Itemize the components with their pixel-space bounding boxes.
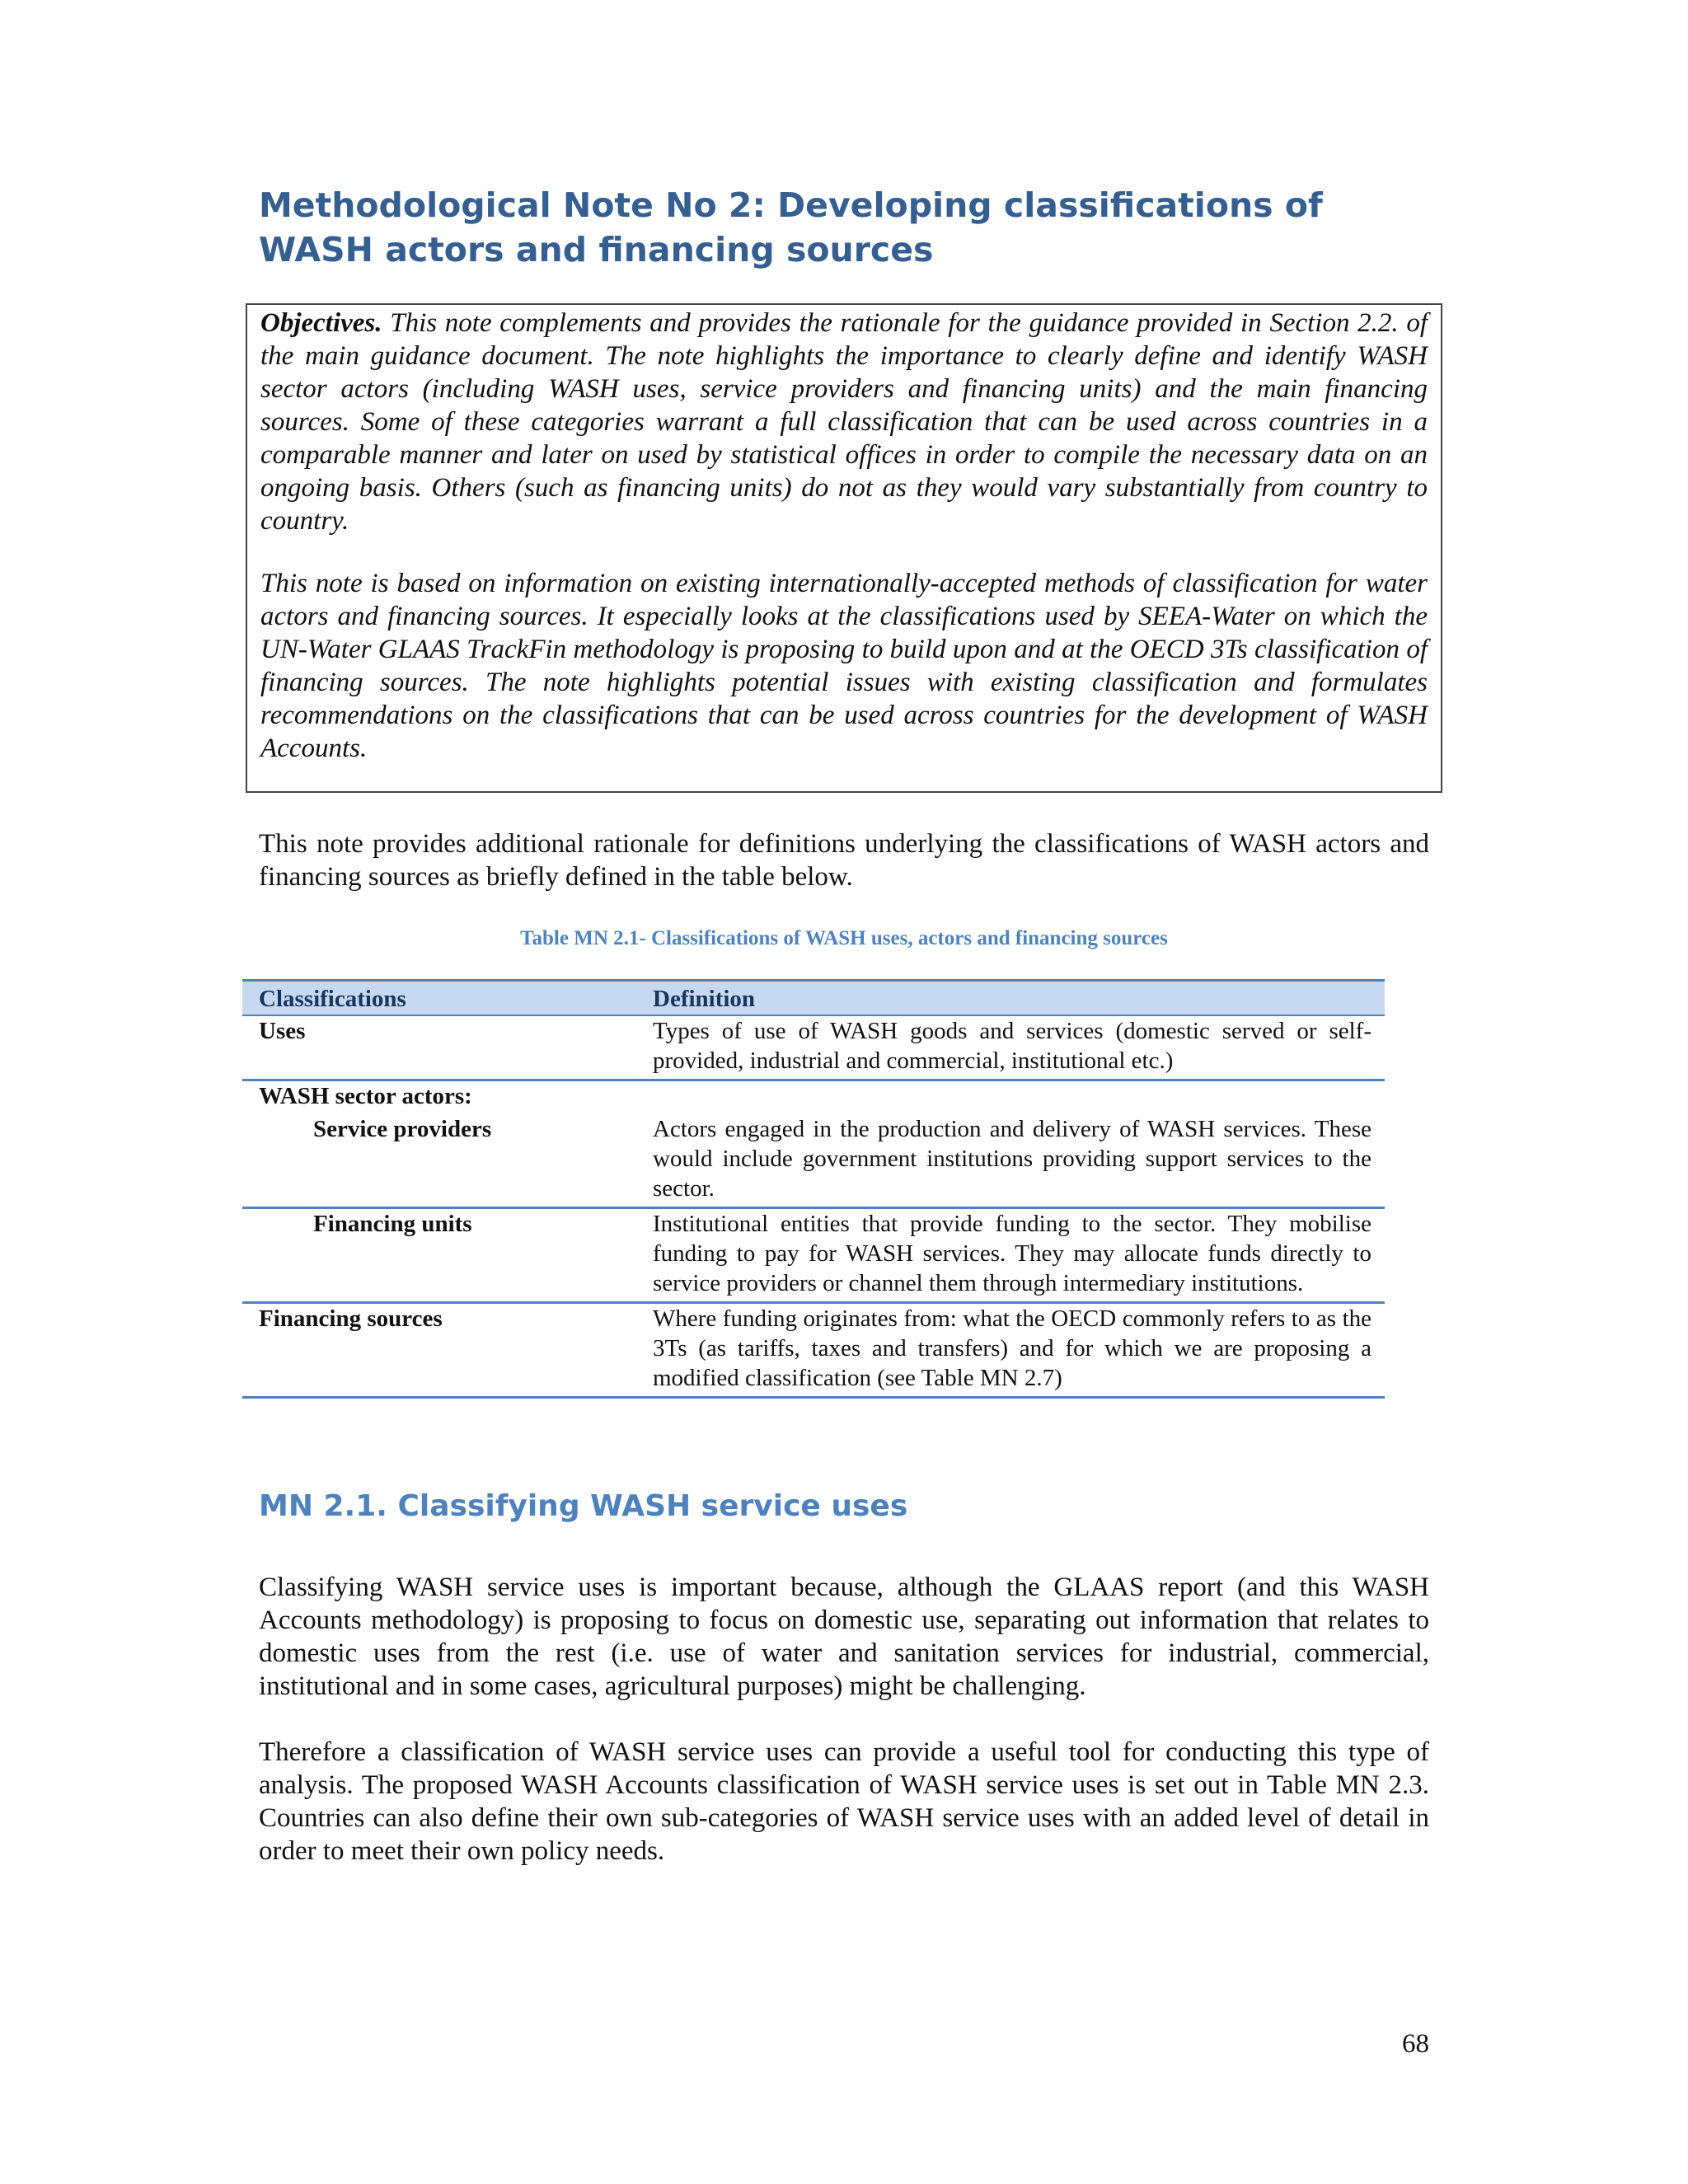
table-row [242,1303,1385,1398]
row-definition: Institutional entities that provide funding to the sector. They mobilise funding to pay for WASH services. They may allocate funds directly to service providers or channel them through intermediary institutions. [636,1208,1385,1303]
objectives-text-1: This note complements and provides the rationale for the guidance provided in Section 2.2. of the main guidance document. The note highlights the importance to clearly define and identify WASH sector actors (including WASH uses, service providers and financing units) and the main financing sources. Some of these categories warrant a full classification that can be used across countries in a comparable manner and later on used by statistical offices in order to compile the necessary data on an ongoing basis. Others (such as financing units) do not as they would vary substantially from country to country. [260,308,1428,536]
row-definition: Types of use of WASH goods and services (domestic served or self-provided, industrial and commercial, institutional etc.) [636,1015,1385,1080]
row-definition: Where funding originates from: what the OECD commonly refers to as the 3Ts (as tariffs, taxes and transfers) and for which we are proposing a modified classification (see Table MN 2.7) [636,1303,1385,1398]
objectives-box [246,303,1442,793]
row-term: Service providers [242,1114,636,1208]
section-paragraph-2: Therefore a classification of WASH service uses can provide a useful tool for conducting this type of analysis. The proposed WASH Accounts classification of WASH service uses is set out in Table MN 2.3. Countries can also define their own sub-categories of WASH service uses with an added level of detail in order to meet their own policy needs. [259,1737,1429,1866]
page-number: 68 [1402,2029,1429,2059]
section-heading: MN 2.1. Classifying WASH service uses [259,1489,908,1523]
row-term: WASH sector actors: [259,1083,472,1109]
intro-paragraph: This note provides additional rationale for definitions underlying the classifications of WASH actors and financing sources as briefly defined in the table below. [259,829,1429,892]
row-definition [636,1080,1385,1115]
section-paragraph-1: Classifying WASH service uses is important because, although the GLAAS report (and this WASH Accounts methodology) is proposing to focus on domestic use, separating out information that relates to domestic uses from the rest (i.e. use of water and sanitation services for industrial, commercial, institutional and in some cases, agricultural purposes) might be challenging. [259,1572,1429,1701]
table-caption: Table MN 2.1- Classifications of WASH uses, actors and financing sources [520,927,1168,949]
table-row [242,1114,1385,1208]
table-header-row [242,981,1385,1016]
header-classifications: Classifications [242,981,636,1016]
row-term: Financing sources [242,1303,636,1398]
row-definition: Actors engaged in the production and delivery of WASH services. These would include government institutions providing support services to the sector. [636,1114,1385,1208]
page-title: Methodological Note No 2: Developing classifications of WASH actors and financing sources [259,185,1323,269]
table-row [242,1080,1385,1115]
objectives-paragraph-2: This note is based on information on existing internationally-accepted methods of classification for water actors and financing sources. It especially looks at the classifications used by SEEA-Water on which the UN-Water GLAAS TrackFin methodology is proposing to build upon and at the OECD 3Ts classification of financing sources. The note highlights potential issues with existing classification and formulates recommendations on the classifications that can be used across countries for the development of WASH Accounts. [260,569,1428,763]
row-term: Financing units [242,1208,636,1303]
objectives-label: Objectives. [260,308,382,338]
row-term: Uses [242,1015,636,1080]
table-row [242,1208,1385,1303]
objectives-paragraph-1 [260,307,1428,537]
table-row [242,1015,1385,1080]
classifications-table [242,979,1385,1399]
header-definition: Definition [636,981,1385,1016]
